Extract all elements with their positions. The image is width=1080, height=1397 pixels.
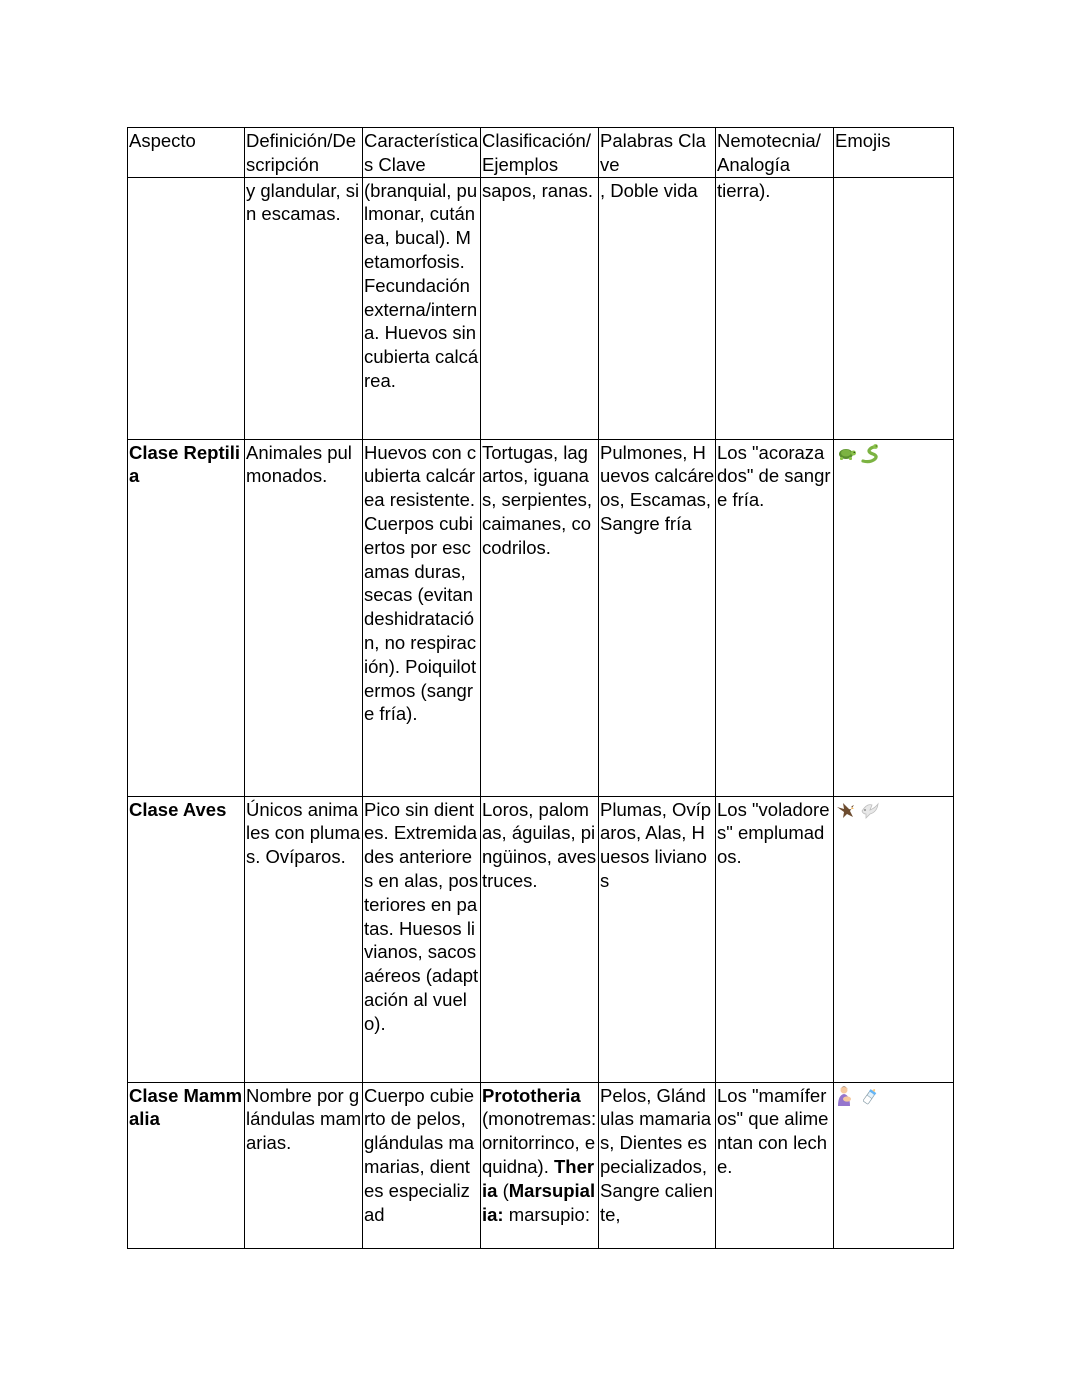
- cell-emojis: [834, 1082, 954, 1248]
- cell-mnemonic: Los "mamíferos" que alimentan con leche.: [716, 1082, 834, 1248]
- cell-keywords: Pulmones, Huevos calcáreos, Escamas, Sangre fría: [599, 439, 716, 796]
- snake-icon: [859, 442, 881, 464]
- text-paren: (: [497, 1179, 509, 1201]
- cell-definition: Únicos animales con plumas. Ovíparos.: [245, 796, 363, 1082]
- header-row: [128, 128, 954, 178]
- cell-characteristics: Cuerpo cubierto de pelos, glándulas mamarias, dientes especializad: [363, 1082, 481, 1248]
- cell-aspect: Clase Reptilia: [128, 439, 245, 796]
- cell-emojis: [834, 796, 954, 1082]
- table-row: [128, 1082, 954, 1248]
- term-marsupialia: Marsupialia:: [482, 1179, 596, 1225]
- cell-characteristics: Huevos con cubierta calcárea resistente. Cuerpos cubiertos por escamas duras, secas (evitan deshidratación, no respiración). Poiquilotermos (sangre fría).: [363, 439, 481, 796]
- cell-keywords: Pelos, Glándulas mamarias, Dientes especializados, Sangre caliente,: [599, 1082, 716, 1248]
- baby-bottle-icon: [859, 1085, 881, 1107]
- breastfeeding-icon: [835, 1085, 857, 1107]
- cell-characteristics: Pico sin dientes. Extremidades anteriores en alas, posteriores en patas. Huesos livianos, sacos aéreos (adaptación al vuelo).: [363, 796, 481, 1082]
- cell-definition: Animales pulmonados.: [245, 439, 363, 796]
- header-emojis: Emojis: [834, 128, 954, 178]
- cell-classification: Loros, palomas, águilas, pingüinos, avestruces.: [481, 796, 599, 1082]
- header-caracteristicas: Características Clave: [363, 128, 481, 178]
- term-theria: Theria: [482, 1155, 595, 1201]
- cell-definition: Nombre por glándulas mamarias.: [245, 1082, 363, 1248]
- term-prototheria: Prototheria: [482, 1084, 581, 1106]
- cell-classification: Tortugas, lagartos, iguanas, serpientes, caimanes, cocodrilos.: [481, 439, 599, 796]
- table-row: [128, 796, 954, 1082]
- cell-mnemonic: tierra).: [716, 177, 834, 439]
- cell-emojis: [834, 177, 954, 439]
- cell-classification: [481, 1082, 599, 1248]
- cell-mnemonic: Los "acorazados" de sangre fría.: [716, 439, 834, 796]
- header-clasificacion: Clasificación/Ejemplos: [481, 128, 599, 178]
- header-definicion: Definición/Descripción: [245, 128, 363, 178]
- cell-characteristics: (branquial, pulmonar, cutánea, bucal). Metamorfosis. Fecundación externa/interna. Huevos sin cubierta calcárea.: [363, 177, 481, 439]
- header-aspecto: Aspecto: [128, 128, 245, 178]
- dove-icon: [859, 799, 881, 821]
- table-row: [128, 439, 954, 796]
- cell-classification: sapos, ranas.: [481, 177, 599, 439]
- cell-mnemonic: Los "voladores" emplumados.: [716, 796, 834, 1082]
- cell-keywords: Plumas, Ovíparos, Alas, Huesos livianos: [599, 796, 716, 1082]
- text-marsupio: marsupio:: [503, 1203, 590, 1225]
- header-nemotecnia: Nemotecnia/ Analogía: [716, 128, 834, 178]
- eagle-icon: [835, 799, 857, 821]
- cell-aspect: Clase Aves: [128, 796, 245, 1082]
- turtle-icon: [835, 442, 857, 464]
- animal-classes-table: [127, 127, 954, 1249]
- cell-aspect: Clase Mammalia: [128, 1082, 245, 1248]
- text-monotremas: (monotremas: ornitorrinco, equidna).: [482, 1108, 597, 1177]
- table-row: [128, 177, 954, 439]
- cell-aspect: [128, 177, 245, 439]
- cell-emojis: [834, 439, 954, 796]
- header-palabras-clave: Palabras Clave: [599, 128, 716, 178]
- cell-keywords: , Doble vida: [599, 177, 716, 439]
- cell-definition: y glandular, sin escamas.: [245, 177, 363, 439]
